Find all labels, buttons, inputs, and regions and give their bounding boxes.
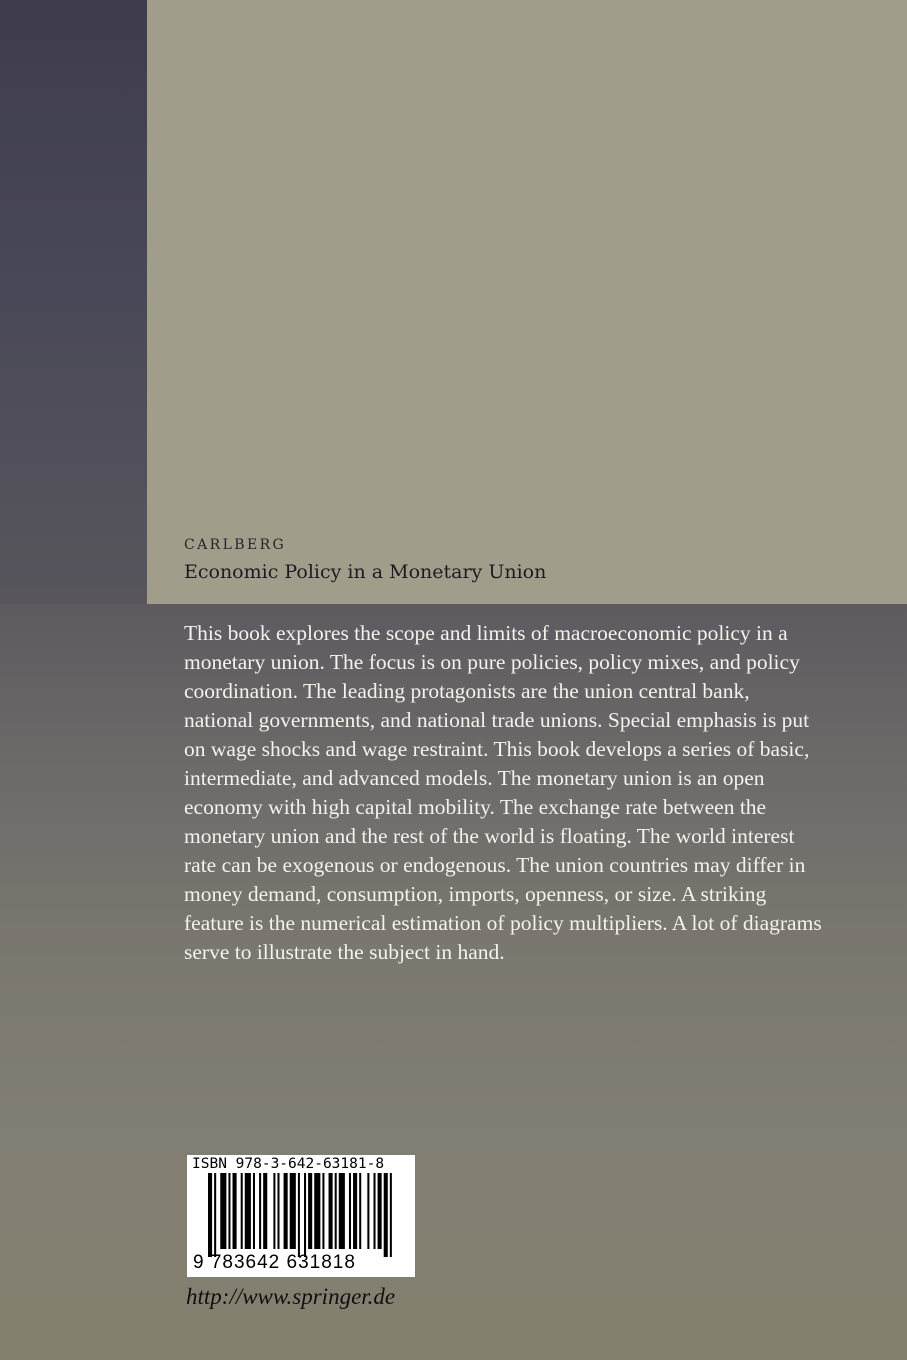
publisher-url[interactable]: http://www.springer.de — [186, 1284, 396, 1309]
isbn-text: ISBN 978-3-642-63181-8 — [192, 1156, 385, 1172]
cover-top-panel — [147, 0, 907, 604]
author-name: CARLBERG — [184, 537, 287, 553]
barcode-icon — [208, 1173, 398, 1257]
barcode-digits: 9 783642 631818 — [193, 1252, 356, 1273]
book-title: Economic Policy in a Monetary Union — [184, 561, 547, 583]
book-description: This book explores the scope and limits of macroeconomic policy in a monetary union. The focus is on pure policies, policy mixes, and policy coordination. The leading protagonists are the union central bank, national governments, and national trade unions. Special emphasis is put on wage shocks and wage restraint. This book develops a series of basic, intermediate, and advanced models. The monetary union is an open economy with high capital mobility. The exchange rate between the monetary union and the rest of the world is floating. The world interest rate can be exogenous or endogenous. The union countries may differ in money demand, consumption, imports, openness, or size. A striking feature is the numerical estimation of policy multipliers. A lot of diagrams serve to illustrate the subject in hand. — [184, 621, 822, 964]
cover-left-strip — [0, 0, 147, 604]
